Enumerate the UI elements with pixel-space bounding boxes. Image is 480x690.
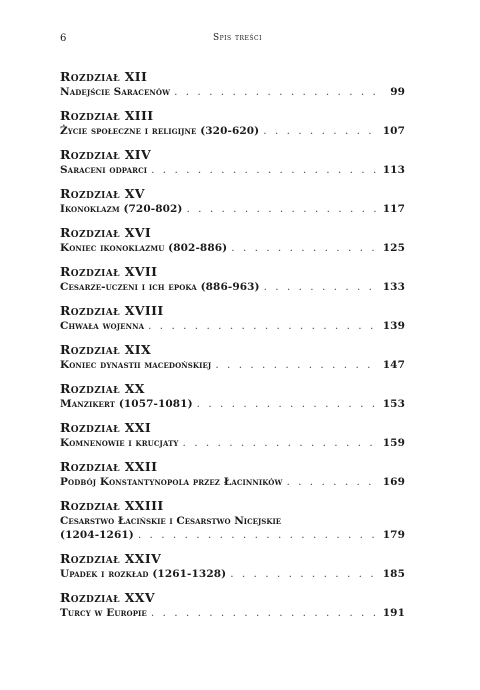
page-ref: 185 xyxy=(382,568,405,580)
page-ref: 147 xyxy=(382,359,405,371)
page-ref: 117 xyxy=(382,203,405,215)
dot-leader xyxy=(186,202,378,216)
chapter-label: Rozdział XIV xyxy=(60,147,152,162)
chapter-label: Rozdział XVIII xyxy=(60,303,164,318)
chapter-title: Nadejście Saracenów xyxy=(60,86,171,98)
toc-entry-xxii xyxy=(60,459,405,489)
toc-entry-xv xyxy=(60,186,405,216)
table-of-contents xyxy=(60,69,405,629)
toc-entry-xvii xyxy=(60,264,405,294)
dot-leader xyxy=(264,280,379,294)
toc-entry-xxiii xyxy=(60,498,405,542)
dot-leader xyxy=(174,85,381,99)
toc-entry-xviii xyxy=(60,303,405,333)
chapter-label: Rozdział XXII xyxy=(60,459,158,474)
title-row xyxy=(60,202,405,216)
title-row xyxy=(60,124,405,138)
dot-leader xyxy=(197,397,379,411)
dot-leader xyxy=(183,436,379,450)
chapter-title: Saraceni odparci xyxy=(60,164,148,176)
title-row xyxy=(60,567,405,581)
page-number: 6 xyxy=(60,33,67,44)
toc-entry-xxiv xyxy=(60,551,405,581)
title-row xyxy=(60,475,405,489)
page-header xyxy=(60,33,415,47)
chapter-label: Rozdział XV xyxy=(60,186,145,201)
chapter-label: Rozdział XX xyxy=(60,381,145,396)
chapter-label: Rozdział XII xyxy=(60,69,148,84)
chapter-label: Rozdział XXI xyxy=(60,420,152,435)
chapter-title-line1: Cesarstwo Łacińskie i Cesarstwo Nicejskie xyxy=(60,515,282,527)
page-ref: 113 xyxy=(382,164,405,176)
title-row xyxy=(60,319,405,333)
chapter-title: (1204-1261) xyxy=(60,529,134,541)
chapter-label: Rozdział XVII xyxy=(60,264,158,279)
toc-entry-xix xyxy=(60,342,405,372)
chapter-label: Rozdział XXIV xyxy=(60,551,162,566)
chapter-title: Komnenowie i krucjaty xyxy=(60,437,179,449)
chapter-title: Życie społeczne i religijne (320-620) xyxy=(60,125,260,137)
title-row xyxy=(60,280,405,294)
dot-leader xyxy=(215,358,378,372)
chapter-title: Koniec dynastii macedońskiej xyxy=(60,359,212,371)
page-ref: 179 xyxy=(382,529,405,541)
page-ref: 191 xyxy=(382,607,405,619)
page-ref: 133 xyxy=(382,281,405,293)
page-ref: 169 xyxy=(382,476,405,488)
chapter-title: Chwała wojenna xyxy=(60,320,145,332)
title-row xyxy=(60,606,405,620)
chapter-title: Upadek i rozkład (1261-1328) xyxy=(60,568,227,580)
title-row xyxy=(60,358,405,372)
chapter-label: Rozdział XXIII xyxy=(60,498,164,513)
toc-entry-xiii xyxy=(60,108,405,138)
toc-entry-xx xyxy=(60,381,405,411)
chapter-label: Rozdział XXV xyxy=(60,590,156,605)
page-ref: 153 xyxy=(382,398,405,410)
title-row xyxy=(60,528,405,542)
dot-leader xyxy=(286,475,378,489)
dot-leader xyxy=(138,528,379,542)
title-row xyxy=(60,241,405,255)
toc-entry-xxv xyxy=(60,590,405,620)
title-row xyxy=(60,163,405,177)
chapter-title: Cesarze-uczeni i ich epoka (886-963) xyxy=(60,281,260,293)
chapter-title: Koniec ikonoklazmu (802-886) xyxy=(60,242,228,254)
chapter-label: Rozdział XIII xyxy=(60,108,154,123)
dot-leader xyxy=(230,567,379,581)
chapter-label: Rozdział XIX xyxy=(60,342,152,357)
page-ref: 107 xyxy=(382,125,405,137)
chapter-title: Turcy w Europie xyxy=(60,607,147,619)
page-ref: 99 xyxy=(390,86,405,98)
dot-leader xyxy=(151,606,379,620)
chapter-title: Ikonoklazm (720-802) xyxy=(60,203,183,215)
dot-leader xyxy=(148,319,379,333)
dot-leader xyxy=(263,124,379,138)
page-ref: 159 xyxy=(382,437,405,449)
page-ref: 139 xyxy=(382,320,405,332)
title-row xyxy=(60,397,405,411)
dot-leader xyxy=(231,241,379,255)
running-head: Spis treści xyxy=(212,33,262,43)
toc-entry-xxi xyxy=(60,420,405,450)
page-ref: 125 xyxy=(382,242,405,254)
toc-entry-xiv xyxy=(60,147,405,177)
toc-entry-xii xyxy=(60,69,405,99)
chapter-label: Rozdział XVI xyxy=(60,225,152,240)
chapter-title: Podbój Konstantynopola przez Łacinników xyxy=(60,476,283,488)
dot-leader xyxy=(151,163,379,177)
chapter-title: Manzikert (1057-1081) xyxy=(60,398,193,410)
title-row xyxy=(60,85,405,99)
toc-entry-xvi xyxy=(60,225,405,255)
title-row xyxy=(60,436,405,450)
